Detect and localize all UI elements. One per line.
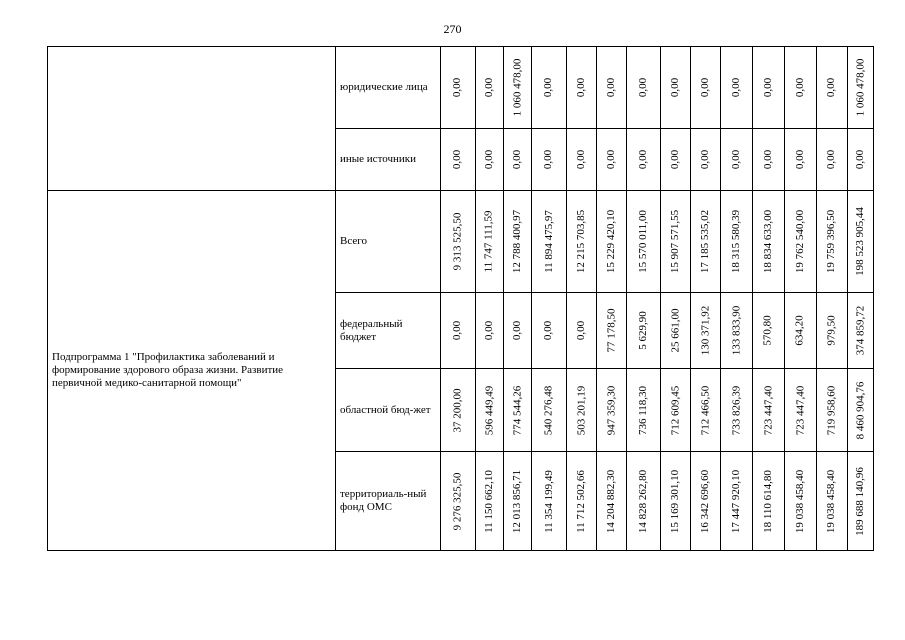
value-cell: [691, 293, 720, 368]
value-text: 37 200,00: [451, 388, 464, 432]
value-cell: [785, 191, 816, 292]
value-text: 0,00: [669, 149, 681, 170]
value-cell: [848, 47, 873, 128]
value-text: 1 060 478,00: [511, 58, 523, 117]
value-cell: [753, 452, 784, 550]
value-text: 25 661,00: [669, 308, 681, 353]
value-text: 0,00: [825, 77, 838, 98]
value-cell: [848, 452, 873, 550]
value-cell: [567, 47, 596, 128]
value-text: 723 447,40: [794, 385, 806, 435]
value-cell: [567, 452, 596, 550]
value-text: 17 447 920,10: [730, 469, 742, 533]
value-text: 0,00: [730, 149, 742, 170]
value-text: 11 747 111,59: [483, 210, 495, 273]
value-text: 570,80: [762, 315, 774, 346]
value-cell: [817, 369, 847, 451]
value-cell: [504, 129, 531, 190]
value-cell: [597, 191, 626, 292]
value-cell: [785, 452, 816, 550]
value-cell: [817, 293, 847, 368]
value-text: 0,00: [542, 149, 555, 170]
value-cell: [785, 129, 816, 190]
value-text: 0,00: [854, 149, 866, 170]
value-text: 0,00: [483, 149, 495, 170]
value-cell: [817, 191, 847, 292]
value-cell: [721, 191, 752, 292]
value-text: 19 038 458,40: [825, 469, 838, 533]
value-text: 1 060 478,00: [854, 58, 866, 117]
value-text: 11 150 662,10: [483, 469, 495, 533]
value-text: 723 447,40: [762, 385, 774, 435]
value-cell: [627, 47, 660, 128]
value-cell: [661, 369, 690, 451]
value-text: 11 712 502,66: [575, 469, 587, 533]
value-text: 0,00: [451, 77, 464, 98]
value-text: 712 609,45: [669, 385, 681, 435]
value-cell: [532, 369, 566, 451]
value-text: 12 788 400,97: [511, 209, 523, 274]
value-cell: [567, 293, 596, 368]
value-cell: [504, 369, 531, 451]
value-cell: [476, 369, 503, 451]
value-text: 774 544,26: [511, 385, 523, 435]
value-cell: [753, 293, 784, 368]
value-cell: [597, 293, 626, 368]
value-text: 16 342 696,60: [699, 469, 711, 533]
value-cell: [753, 369, 784, 451]
value-text: 733 826,39: [730, 385, 742, 435]
value-cell: [848, 369, 873, 451]
value-text: 14 828 262,80: [637, 469, 649, 533]
value-cell: [691, 191, 720, 292]
value-cell: [721, 293, 752, 368]
value-text: 374 859,72: [854, 305, 866, 356]
value-text: 17 185 535,02: [699, 209, 711, 274]
value-cell: [691, 369, 720, 451]
value-cell: [721, 369, 752, 451]
value-text: 503 201,19: [575, 385, 587, 435]
row-label: юридические лица: [340, 81, 428, 93]
value-cell: [627, 452, 660, 550]
value-cell: [785, 293, 816, 368]
value-text: 736 118,30: [637, 385, 649, 435]
value-cell: [848, 191, 873, 292]
value-text: 0,00: [575, 320, 587, 341]
row-label: Всего: [340, 235, 367, 247]
value-cell: [817, 129, 847, 190]
value-text: 712 466,50: [699, 385, 711, 435]
value-cell: [441, 191, 475, 292]
value-text: 634,20: [794, 315, 806, 346]
value-cell: [532, 452, 566, 550]
value-text: 19 038 458,40: [794, 469, 806, 533]
value-cell: [817, 452, 847, 550]
value-text: 5 629,90: [637, 311, 649, 350]
value-text: 947 359,30: [605, 385, 617, 435]
value-cell: [597, 47, 626, 128]
value-text: 9 276 325,50: [451, 472, 464, 530]
value-text: 540 276,48: [542, 385, 555, 435]
value-cell: [597, 452, 626, 550]
value-text: 0,00: [794, 149, 806, 170]
value-cell: [476, 191, 503, 292]
value-cell: [627, 191, 660, 292]
value-cell: [504, 293, 531, 368]
value-text: 0,00: [575, 77, 587, 98]
value-cell: [532, 293, 566, 368]
value-cell: [441, 47, 475, 128]
value-cell: [661, 129, 690, 190]
value-text: 18 110 614,80: [762, 469, 774, 533]
value-cell: [504, 191, 531, 292]
value-cell: [532, 47, 566, 128]
value-cell: [848, 129, 873, 190]
value-text: 14 204 882,30: [605, 469, 617, 533]
value-text: 18 834 633,00: [762, 209, 774, 274]
value-text: 0,00: [825, 149, 838, 170]
value-text: 12 215 703,85: [575, 209, 587, 274]
table-border: [47, 550, 874, 551]
value-cell: [441, 129, 475, 190]
value-text: 0,00: [605, 149, 617, 170]
value-cell: [567, 129, 596, 190]
value-cell: [785, 369, 816, 451]
value-cell: [848, 293, 873, 368]
row-label: областной бюд-жет: [340, 403, 431, 416]
value-cell: [532, 191, 566, 292]
value-cell: [691, 452, 720, 550]
table-border: [873, 46, 874, 551]
value-cell: [627, 129, 660, 190]
value-cell: [476, 129, 503, 190]
value-cell: [691, 129, 720, 190]
row-label: иные источники: [340, 153, 416, 165]
page-number: 270: [443, 22, 462, 36]
value-cell: [691, 47, 720, 128]
value-text: 0,00: [483, 77, 495, 98]
value-text: 0,00: [699, 77, 711, 98]
value-cell: [532, 129, 566, 190]
value-text: 198 523 905,44: [854, 207, 866, 276]
value-text: 979,50: [825, 315, 838, 346]
value-text: 0,00: [762, 149, 774, 170]
value-text: 18 315 580,39: [730, 209, 742, 274]
value-cell: [441, 369, 475, 451]
value-text: 19 759 396,50: [825, 209, 838, 274]
value-cell: [627, 369, 660, 451]
value-cell: [567, 369, 596, 451]
value-cell: [504, 47, 531, 128]
value-text: 0,00: [794, 77, 806, 98]
value-text: 0,00: [637, 77, 649, 98]
value-text: 15 907 571,55: [669, 209, 681, 274]
value-text: 0,00: [762, 77, 774, 98]
value-text: 15 570 011,00: [637, 210, 649, 273]
value-text: 0,00: [605, 77, 617, 98]
value-text: 130 371,92: [699, 305, 711, 356]
value-text: 0,00: [542, 77, 555, 98]
value-cell: [785, 47, 816, 128]
value-cell: [721, 452, 752, 550]
value-text: 719 958,60: [825, 385, 838, 435]
budget-table: [47, 46, 873, 550]
value-text: 0,00: [451, 320, 464, 341]
value-text: 0,00: [575, 149, 587, 170]
row-label: федеральный бюджет: [340, 317, 403, 343]
value-text: 15 169 301,10: [669, 469, 681, 533]
value-cell: [567, 191, 596, 292]
value-text: 0,00: [730, 77, 742, 98]
value-cell: [721, 129, 752, 190]
value-text: 11 354 199,49: [542, 469, 555, 533]
value-text: 189 688 140,96: [854, 466, 866, 536]
subprogram-title: Подпрограмма 1 "Профилактика заболеваний и формирование здорового образа жизни. Развитие первичной медико-санитарной помощи": [52, 351, 284, 389]
value-cell: [476, 47, 503, 128]
value-cell: [441, 452, 475, 550]
value-text: 0,00: [669, 77, 681, 98]
value-cell: [476, 293, 503, 368]
value-text: 0,00: [451, 149, 464, 170]
value-text: 8 460 904,76: [854, 381, 866, 439]
value-cell: [661, 293, 690, 368]
value-text: 11 894 475,97: [542, 210, 555, 273]
value-cell: [753, 129, 784, 190]
value-cell: [504, 452, 531, 550]
value-text: 77 178,50: [605, 308, 617, 353]
value-text: 0,00: [511, 149, 523, 170]
value-cell: [753, 47, 784, 128]
value-text: 15 229 420,10: [605, 209, 617, 274]
value-cell: [597, 129, 626, 190]
value-cell: [597, 369, 626, 451]
row-label: территориаль-ный фонд ОМС: [340, 488, 427, 513]
value-text: 19 762 540,00: [794, 209, 806, 274]
value-text: 596 449,49: [483, 385, 495, 435]
value-cell: [661, 191, 690, 292]
value-text: 133 833,90: [730, 305, 742, 356]
value-cell: [721, 47, 752, 128]
value-text: 9 313 525,50: [451, 212, 464, 271]
value-text: 0,00: [542, 320, 555, 341]
value-text: 0,00: [511, 320, 523, 341]
value-text: 0,00: [483, 320, 495, 341]
value-cell: [441, 293, 475, 368]
value-cell: [476, 452, 503, 550]
value-cell: [753, 191, 784, 292]
value-cell: [661, 452, 690, 550]
value-text: 0,00: [699, 149, 711, 170]
value-text: 0,00: [637, 149, 649, 170]
value-cell: [627, 293, 660, 368]
value-cell: [817, 47, 847, 128]
value-cell: [661, 47, 690, 128]
value-text: 12 013 856,71: [511, 469, 523, 533]
